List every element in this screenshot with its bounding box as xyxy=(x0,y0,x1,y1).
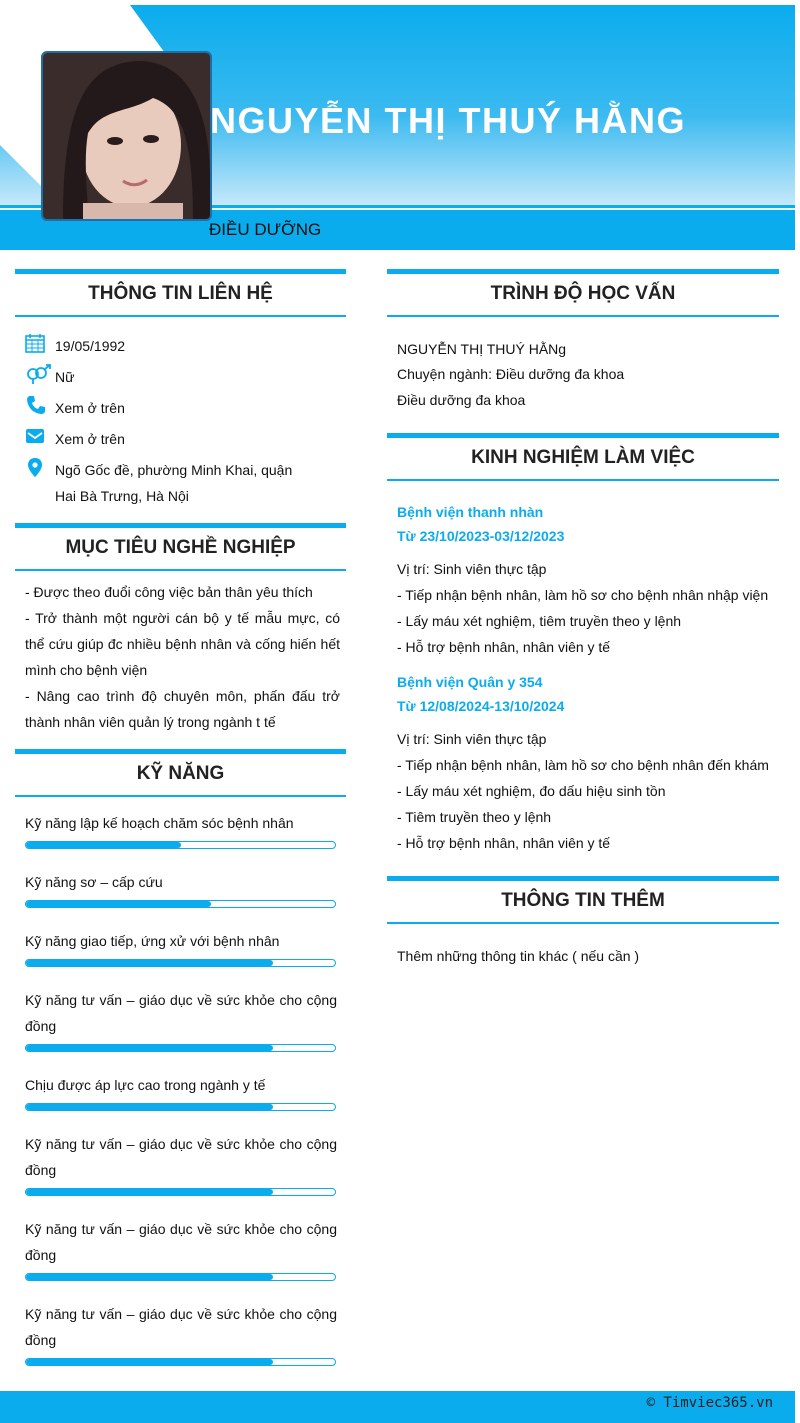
skill-label: Kỹ năng lập kế hoạch chăm sóc bệnh nhân xyxy=(25,815,294,831)
experience-position: Vị trí: Sinh viên thực tập xyxy=(397,561,547,577)
objective-section-title: MỤC TIÊU NGHỀ NGHIỆP xyxy=(15,523,346,571)
job-title: ĐIỀU DƯỠNG xyxy=(209,220,322,239)
gender-value: Nữ xyxy=(55,369,75,385)
email-icon xyxy=(25,426,45,446)
experience-task: - Hỗ trợ bệnh nhân, nhân viên y tế xyxy=(397,639,611,655)
gender-icon xyxy=(25,364,53,384)
phone-value: Xem ở trên xyxy=(55,400,125,416)
education-section-title: TRÌNH ĐỘ HỌC VẤN xyxy=(387,269,779,317)
additional-info-section-title: THÔNG TIN THÊM xyxy=(387,876,779,924)
experience-period: Từ 12/08/2024-13/10/2024 xyxy=(397,698,565,714)
objective-item: - Được theo đuổi công việc bản thân yêu thích xyxy=(25,584,313,600)
phone-icon xyxy=(26,395,46,415)
skill-label: Kỹ năng giao tiếp, ứng xử với bệnh nhân xyxy=(25,933,280,949)
experience-section-title: KINH NGHIỆM LÀM VIỆC xyxy=(387,433,779,481)
skill-bar-fill xyxy=(26,1104,273,1110)
address-line-1: Ngõ Gốc đề, phường Minh Khai, quận xyxy=(55,462,293,478)
experience-task: - Lấy máu xét nghiệm, tiêm truyền theo y lệnh xyxy=(397,613,682,629)
skill-bar-fill xyxy=(26,960,273,966)
additional-info-text: Thêm những thông tin khác ( nếu cần ) xyxy=(397,948,640,964)
experience-position: Vị trí: Sinh viên thực tập xyxy=(397,731,547,747)
skill-bar-fill xyxy=(26,1274,273,1280)
experience-task: - Lấy máu xét nghiệm, đo dấu hiệu sinh tồn xyxy=(397,783,666,799)
skill-bar-fill xyxy=(26,901,211,907)
birthday-value: 19/05/1992 xyxy=(55,338,126,354)
email-value: Xem ở trên xyxy=(55,431,125,447)
skill-bar-fill xyxy=(26,1359,273,1365)
objective-item: - Nâng cao trình độ chuyên môn, phấn đấu trở thành nhân viên quản lý trong ngành t tế xyxy=(25,688,340,730)
avatar xyxy=(41,51,212,221)
objective-item: - Trở thành một người cán bộ y tế mẫu mực, có thể cứu giúp đc nhiều bệnh nhân và cống hiến hết mình cho bệnh viện xyxy=(25,610,340,678)
skill-label: Kỹ năng tư vấn – giáo dục về sức khỏe cho cộng đồng xyxy=(25,1221,337,1263)
skill-label: Chịu được áp lực cao trong ngành y tế xyxy=(25,1077,266,1093)
skill-bar xyxy=(25,900,336,908)
education-line: Điều dưỡng đa khoa xyxy=(397,392,526,408)
education-line: Chuyện ngành: Điều dưỡng đa khoa xyxy=(397,366,625,382)
footer xyxy=(0,1391,795,1423)
experience-company: Bệnh viện Quân y 354 xyxy=(397,674,543,690)
skill-bar xyxy=(25,1188,336,1196)
skill-bar xyxy=(25,959,336,967)
experience-task: - Tiếp nhận bệnh nhân, làm hồ sơ cho bệnh nhân đến khám xyxy=(397,757,769,773)
avatar-photo xyxy=(43,53,210,219)
skill-label: Kỹ năng sơ – cấp cứu xyxy=(25,874,163,890)
experience-task: - Tiêm truyền theo y lệnh xyxy=(397,809,552,825)
education-line: NGUYỄN THỊ THUÝ HẰNg xyxy=(397,341,567,357)
skills-section-title: KỸ NĂNG xyxy=(15,749,346,797)
skill-bar xyxy=(25,1358,336,1366)
experience-period: Từ 23/10/2023-03/12/2023 xyxy=(397,528,565,544)
skill-bar xyxy=(25,841,336,849)
skill-bar-fill xyxy=(26,842,181,848)
contact-section-title: THÔNG TIN LIÊN HỆ xyxy=(15,269,346,317)
location-pin-icon xyxy=(25,457,45,477)
skill-bar xyxy=(25,1103,336,1111)
experience-company: Bệnh viện thanh nhàn xyxy=(397,504,544,520)
skill-bar-fill xyxy=(26,1189,273,1195)
skill-label: Kỹ năng tư vấn – giáo dục về sức khỏe cho cộng đồng xyxy=(25,1136,337,1178)
skill-label: Kỹ năng tư vấn – giáo dục về sức khỏe cho cộng đồng xyxy=(25,992,337,1034)
experience-task: - Tiếp nhận bệnh nhân, làm hồ sơ cho bệnh nhân nhập viện xyxy=(397,587,769,603)
skill-label: Kỹ năng tư vấn – giáo dục về sức khỏe cho cộng đồng xyxy=(25,1306,337,1348)
skill-bar xyxy=(25,1273,336,1281)
candidate-name: NGUYỄN THỊ THUÝ HẰNG xyxy=(210,100,687,141)
skill-bar xyxy=(25,1044,336,1052)
experience-task: - Hỗ trợ bệnh nhân, nhân viên y tế xyxy=(397,835,611,851)
copyright-link[interactable]: © Timviec365.vn xyxy=(646,1395,773,1411)
skill-bar-fill xyxy=(26,1045,273,1051)
calendar-icon xyxy=(25,333,45,353)
address-line-2: Hai Bà Trưng, Hà Nội xyxy=(55,488,189,504)
